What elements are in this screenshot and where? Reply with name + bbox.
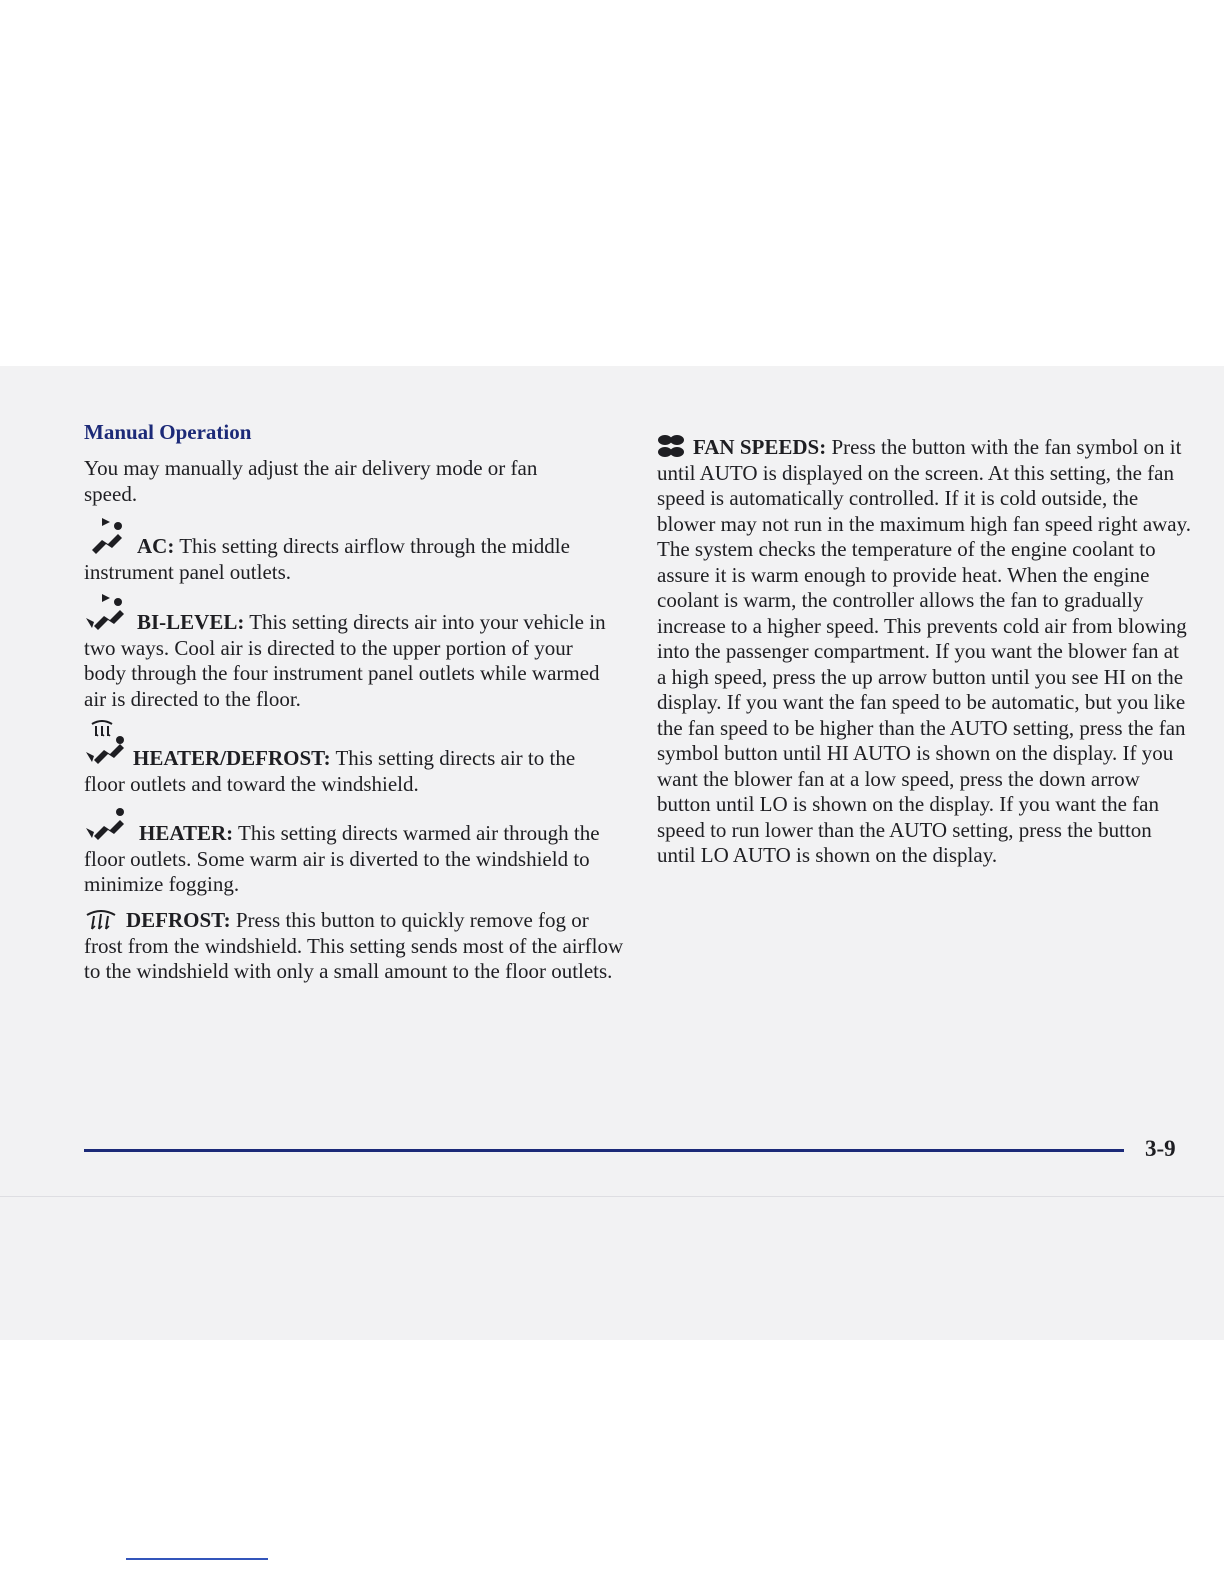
scan-edge-line xyxy=(0,1196,1224,1197)
bi-level-description: This setting directs air into your vehicle in two ways. Cool air is directed to the upper portion of your body through the four instrument panel outlets while warmed air is directed to the floor. xyxy=(84,610,606,711)
fan-icon xyxy=(657,434,685,458)
fan-speeds-label: FAN SPEEDS: xyxy=(693,435,827,459)
defrost-label: DEFROST: xyxy=(126,908,231,932)
heater-defrost-label: HEATER/DEFROST: xyxy=(133,746,331,770)
heater-description: This setting directs warmed air through the floor outlets. Some warm air is diverted to the windshield to minimize fogging. xyxy=(84,821,600,896)
ac-paragraph xyxy=(84,534,574,585)
intro-paragraph: You may manually adjust the air delivery mode or fan speed. xyxy=(84,456,538,506)
heater-label: HEATER: xyxy=(139,821,234,845)
defrost-description: Press this button to quickly remove fog or frost from the windshield. This setting sends most of the airflow to the windshield with only a small amount to the floor outlets. xyxy=(84,908,624,983)
ac-label: AC: xyxy=(137,534,175,558)
heater-paragraph xyxy=(84,821,614,898)
heater-defrost-description: This setting directs air to the floor outlets and toward the windshield. xyxy=(84,746,576,796)
defrost-icon xyxy=(84,909,118,931)
bi-level-paragraph xyxy=(84,610,614,712)
manual-page xyxy=(0,366,1224,1340)
bottom-underline-link[interactable] xyxy=(126,1558,268,1560)
ac-description: This setting directs airflow through the middle instrument panel outlets. xyxy=(84,534,570,584)
defrost-paragraph xyxy=(84,908,624,985)
footer-rule xyxy=(84,1149,1124,1152)
bi-level-label: BI-LEVEL: xyxy=(137,610,245,634)
section-heading: Manual Operation xyxy=(84,420,252,444)
heater-defrost-paragraph xyxy=(84,746,614,797)
fan-speeds-paragraph xyxy=(657,434,1192,869)
fan-speeds-description: Press the button with the fan symbol on it until AUTO is displayed on the screen. At this setting, the fan speed is automatically controlled. If it is cold outside, the blower may not run in the maximum high fan speed right away. The system checks the temperature of the engine coolant to assure it is warm enough to provide heat. When the engine coolant is warm, the controller allows the fan to gradually increase to a higher speed. This prevents cold air from blowing into the passenger compartment. If you want the blower fan at a high speed, press the up arrow button until you see HI on the display. If you want the fan speed to be automatic, but you like the fan speed to be higher than the AUTO setting, press the fan symbol button until HI AUTO is shown on the display. If you want the blower fan at a low speed, press the down arrow button until LO is shown on the display. If you want the fan speed to run lower than the AUTO setting, press the button until LO AUTO is shown on the display. xyxy=(657,435,1192,867)
page-number: 3-9 xyxy=(1145,1136,1176,1161)
